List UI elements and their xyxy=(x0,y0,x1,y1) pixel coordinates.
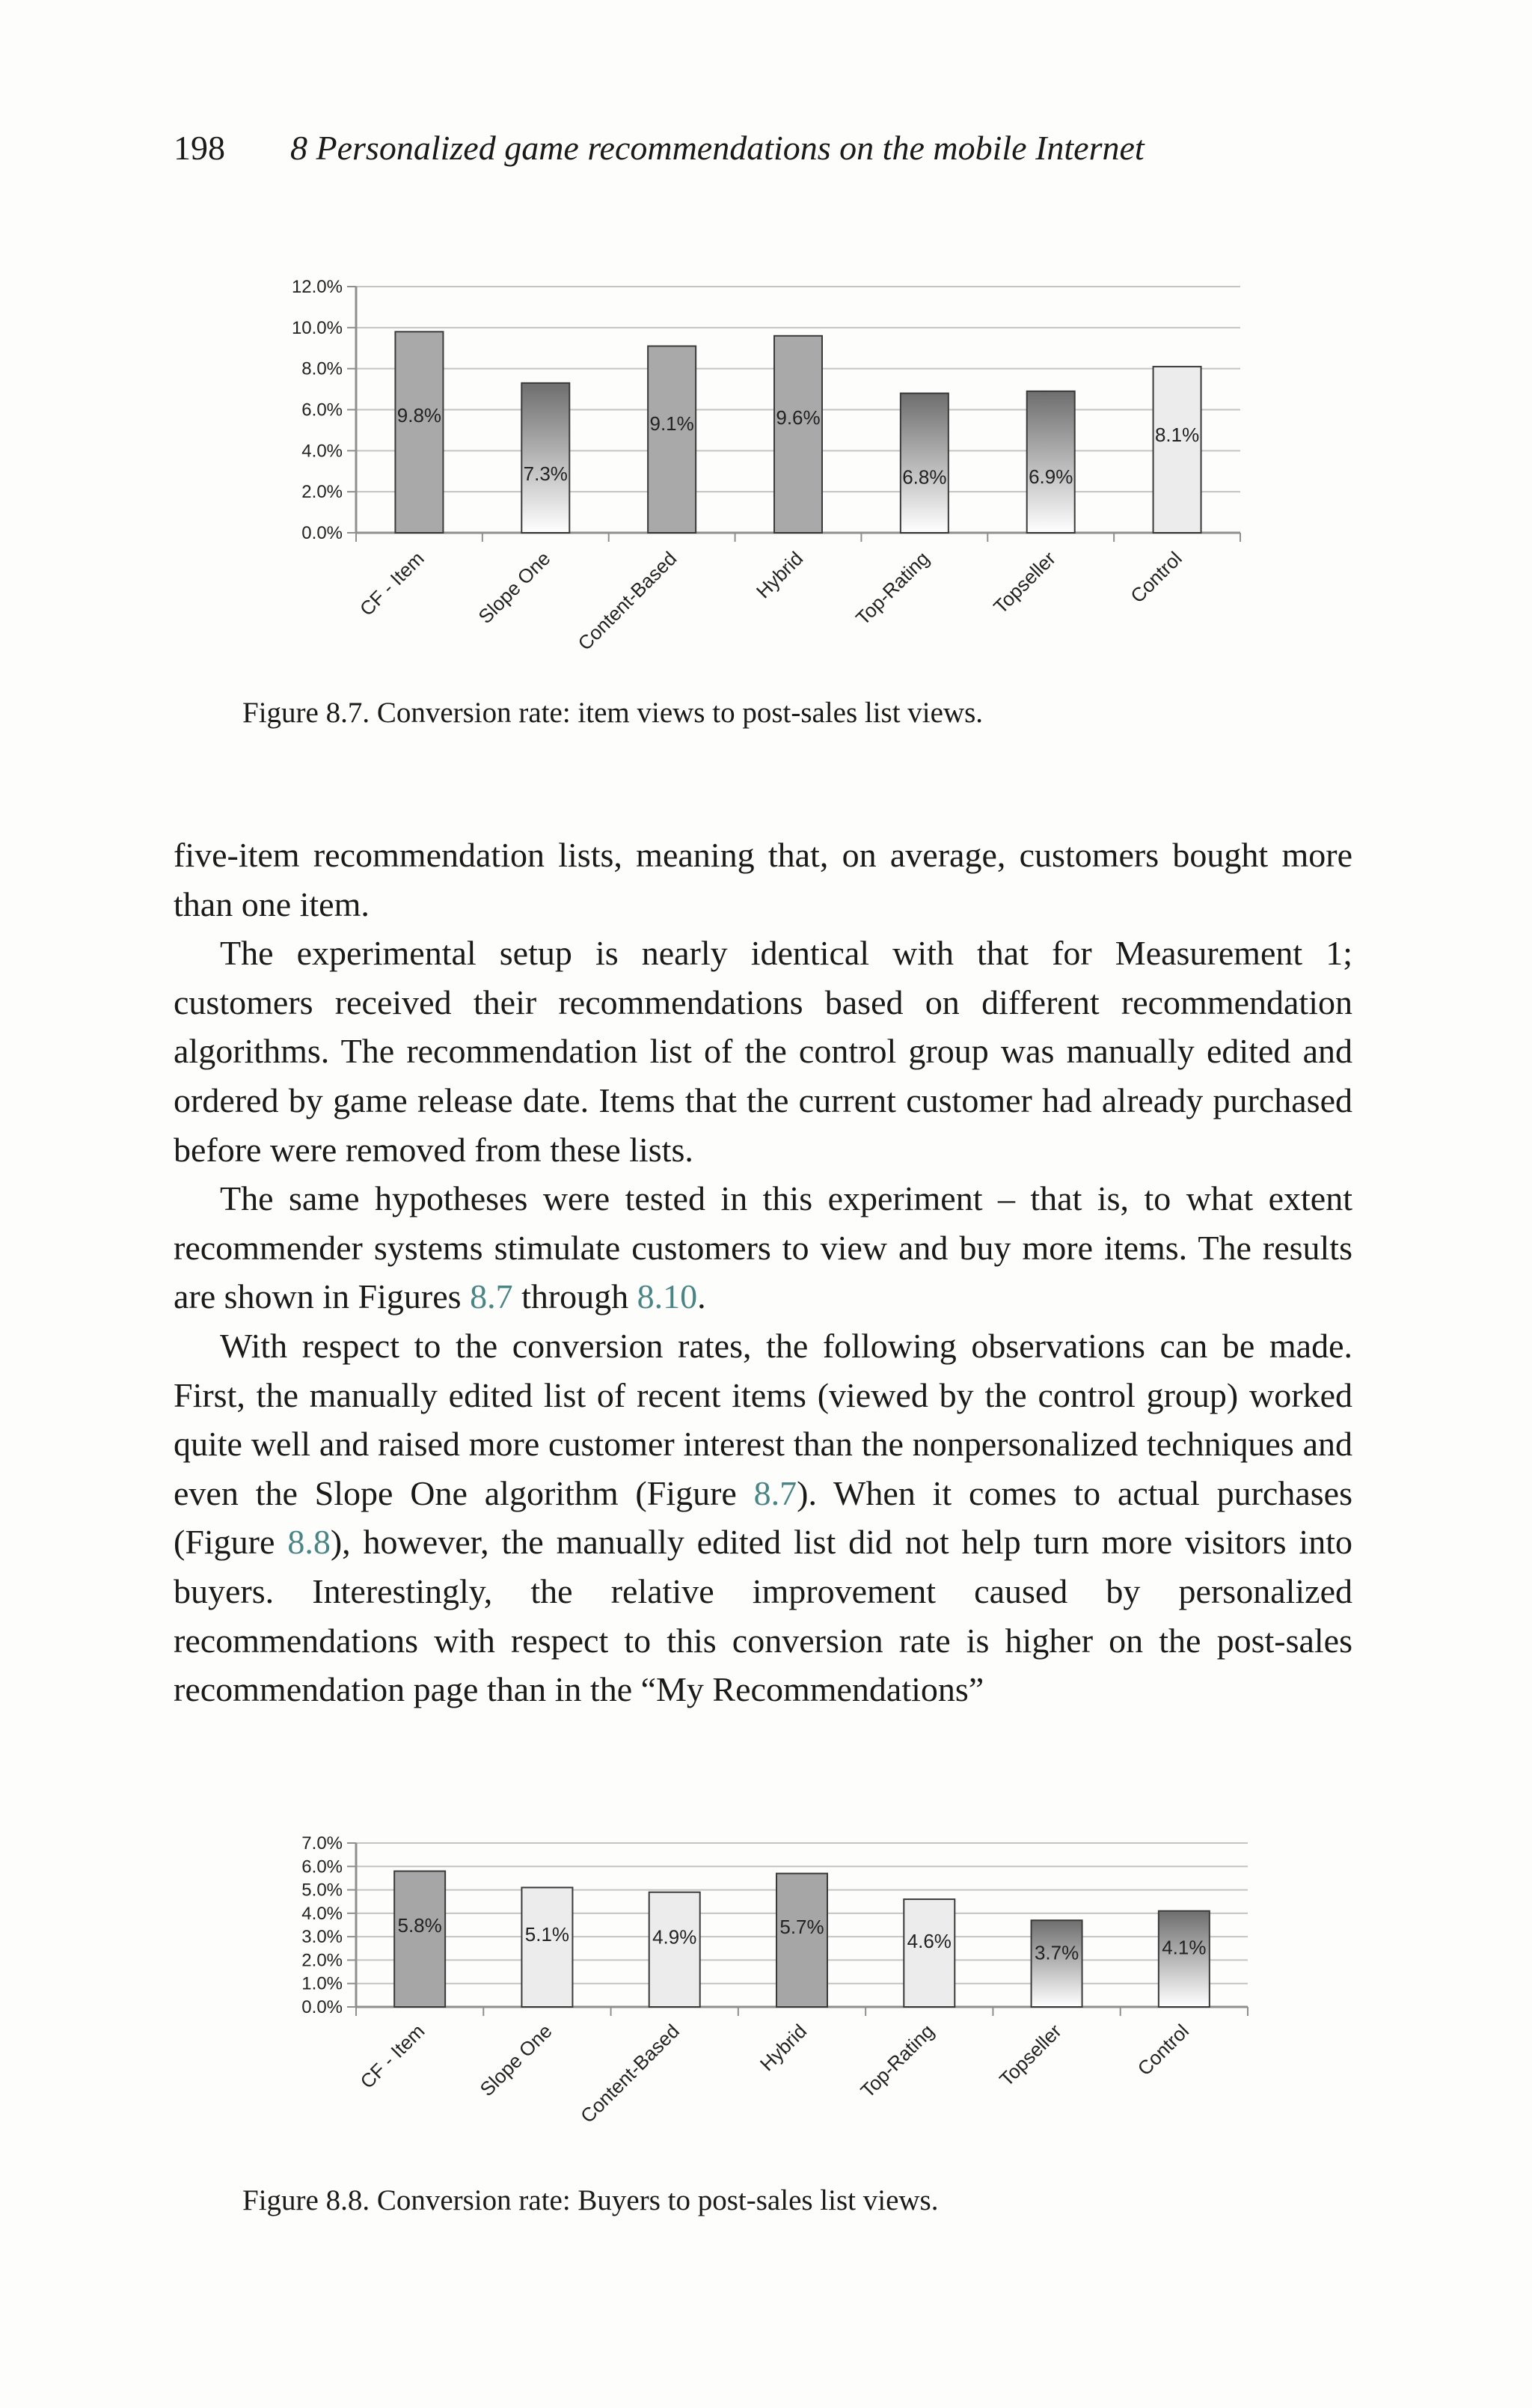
figure-8-8 xyxy=(0,1811,1532,2230)
figure-caption: Figure 8.7. Conversion rate: item views to post-sales list views. xyxy=(242,697,984,729)
data-label: 6.8% xyxy=(902,465,947,489)
bar xyxy=(904,1899,955,2007)
page-number: 198 xyxy=(174,129,225,167)
x-tick-label: Hybrid xyxy=(755,2020,812,2076)
x-tick-label: Hybrid xyxy=(751,547,808,603)
body-text xyxy=(174,831,1352,1714)
x-tick-label: Slope One xyxy=(474,547,555,629)
figure-ref-link[interactable]: 8.7 xyxy=(470,1277,513,1316)
bar xyxy=(901,394,949,533)
bar xyxy=(774,336,822,533)
y-tick-label: 3.0% xyxy=(301,1927,343,1948)
chapter-title: 8 Personalized game recommendations on the mobile Internet xyxy=(290,129,1145,167)
running-head xyxy=(174,126,1145,171)
x-tick-label: Topseller xyxy=(995,2020,1066,2091)
bar xyxy=(1153,367,1201,533)
x-tick-label: CF - Item xyxy=(355,547,429,620)
y-tick-label: 4.0% xyxy=(301,1903,343,1924)
bar xyxy=(649,1892,700,2007)
data-label: 5.1% xyxy=(524,1923,570,1946)
data-label: 7.3% xyxy=(523,462,568,485)
x-tick-label: Control xyxy=(1133,2020,1194,2080)
x-tick-label: Content-Based xyxy=(576,2020,684,2127)
y-tick-label: 7.0% xyxy=(301,1833,343,1854)
y-tick-label: 2.0% xyxy=(301,1950,343,1971)
figure-8-7 xyxy=(0,254,1532,729)
figure-ref-link[interactable]: 8.7 xyxy=(753,1473,797,1512)
x-tick-label: Control xyxy=(1126,547,1186,608)
bar xyxy=(394,1871,445,2007)
bar xyxy=(395,331,443,533)
data-label: 5.8% xyxy=(397,1914,442,1937)
bar xyxy=(1027,391,1075,533)
chart-figure-8-7 xyxy=(0,254,1532,718)
x-tick-label: Slope One xyxy=(475,2020,557,2101)
y-tick-label: 1.0% xyxy=(301,1973,343,1994)
data-label: 4.6% xyxy=(907,1929,952,1952)
data-label: 9.6% xyxy=(776,406,821,430)
data-label: 3.7% xyxy=(1034,1941,1079,1964)
x-tick-label: Content-Based xyxy=(573,547,681,655)
data-label: 4.9% xyxy=(652,1925,697,1949)
data-label: 9.1% xyxy=(649,412,694,435)
y-tick-label: 0.0% xyxy=(301,1997,343,2017)
paragraph-3: The same hypotheses were tested in this experiment – that is, to what extent recommender systems stimulate customers to view and buy more items. The results are shown in Figures 8.7 through 8.10. xyxy=(174,1179,1352,1316)
figure-ref-link[interactable]: 8.10 xyxy=(637,1277,698,1316)
y-tick-label: 6.0% xyxy=(301,1857,343,1877)
y-tick-label: 8.0% xyxy=(301,358,343,379)
figure-ref-link[interactable]: 8.8 xyxy=(287,1523,331,1562)
paragraph-1: five-item recommendation lists, meaning that, on average, customers bought more than one item. xyxy=(174,836,1352,923)
bar xyxy=(776,1874,827,2007)
paragraph-4: With respect to the conversion rates, the following observations can be made. First, the manually edited list of recent items (viewed by the control group) worked quite well and raised more customer interest than the nonpersonalized techniques and even the Slope One algorithm (Figure 8.7). When it comes to actual purchases (Figure 8.8), however, the manually edited list did not help turn more visitors into buyers. Interestingly, the relative improvement caused by personalized recommendations with respect to this conversion rate is higher on the post-sales recommendation page than in the “My Recommendations” xyxy=(174,1326,1352,1709)
bar xyxy=(1159,1911,1210,2007)
data-label: 4.1% xyxy=(1162,1936,1207,1959)
paragraph-2: The experimental setup is nearly identical with that for Measurement 1; customers received their recommendations based on different recommendation algorithms. The recommendation list of the control group was manually edited and ordered by game release date. Items that the current customer had already purchased before were removed from these lists. xyxy=(174,934,1352,1169)
bar xyxy=(648,346,696,533)
y-tick-label: 5.0% xyxy=(301,1880,343,1901)
y-tick-label: 4.0% xyxy=(301,441,343,462)
y-tick-label: 10.0% xyxy=(291,317,343,338)
x-tick-label: Top-Rating xyxy=(851,547,934,630)
data-label: 6.9% xyxy=(1029,465,1073,488)
data-label: 5.7% xyxy=(779,1915,824,1938)
y-tick-label: 2.0% xyxy=(301,482,343,503)
data-label: 9.8% xyxy=(396,404,442,427)
y-tick-label: 12.0% xyxy=(291,277,343,297)
figure-caption: Figure 8.8. Conversion rate: Buyers to post-sales list views. xyxy=(242,2184,939,2216)
y-tick-label: 6.0% xyxy=(301,400,343,421)
x-tick-label: Top-Rating xyxy=(856,2020,939,2103)
y-tick-label: 0.0% xyxy=(301,523,343,543)
bar xyxy=(521,1887,572,2007)
x-tick-label: CF - Item xyxy=(355,2020,429,2093)
x-tick-label: Topseller xyxy=(989,547,1060,618)
bar xyxy=(521,383,569,533)
chart-figure-8-8 xyxy=(0,1811,1532,2230)
data-label: 8.1% xyxy=(1154,423,1200,446)
